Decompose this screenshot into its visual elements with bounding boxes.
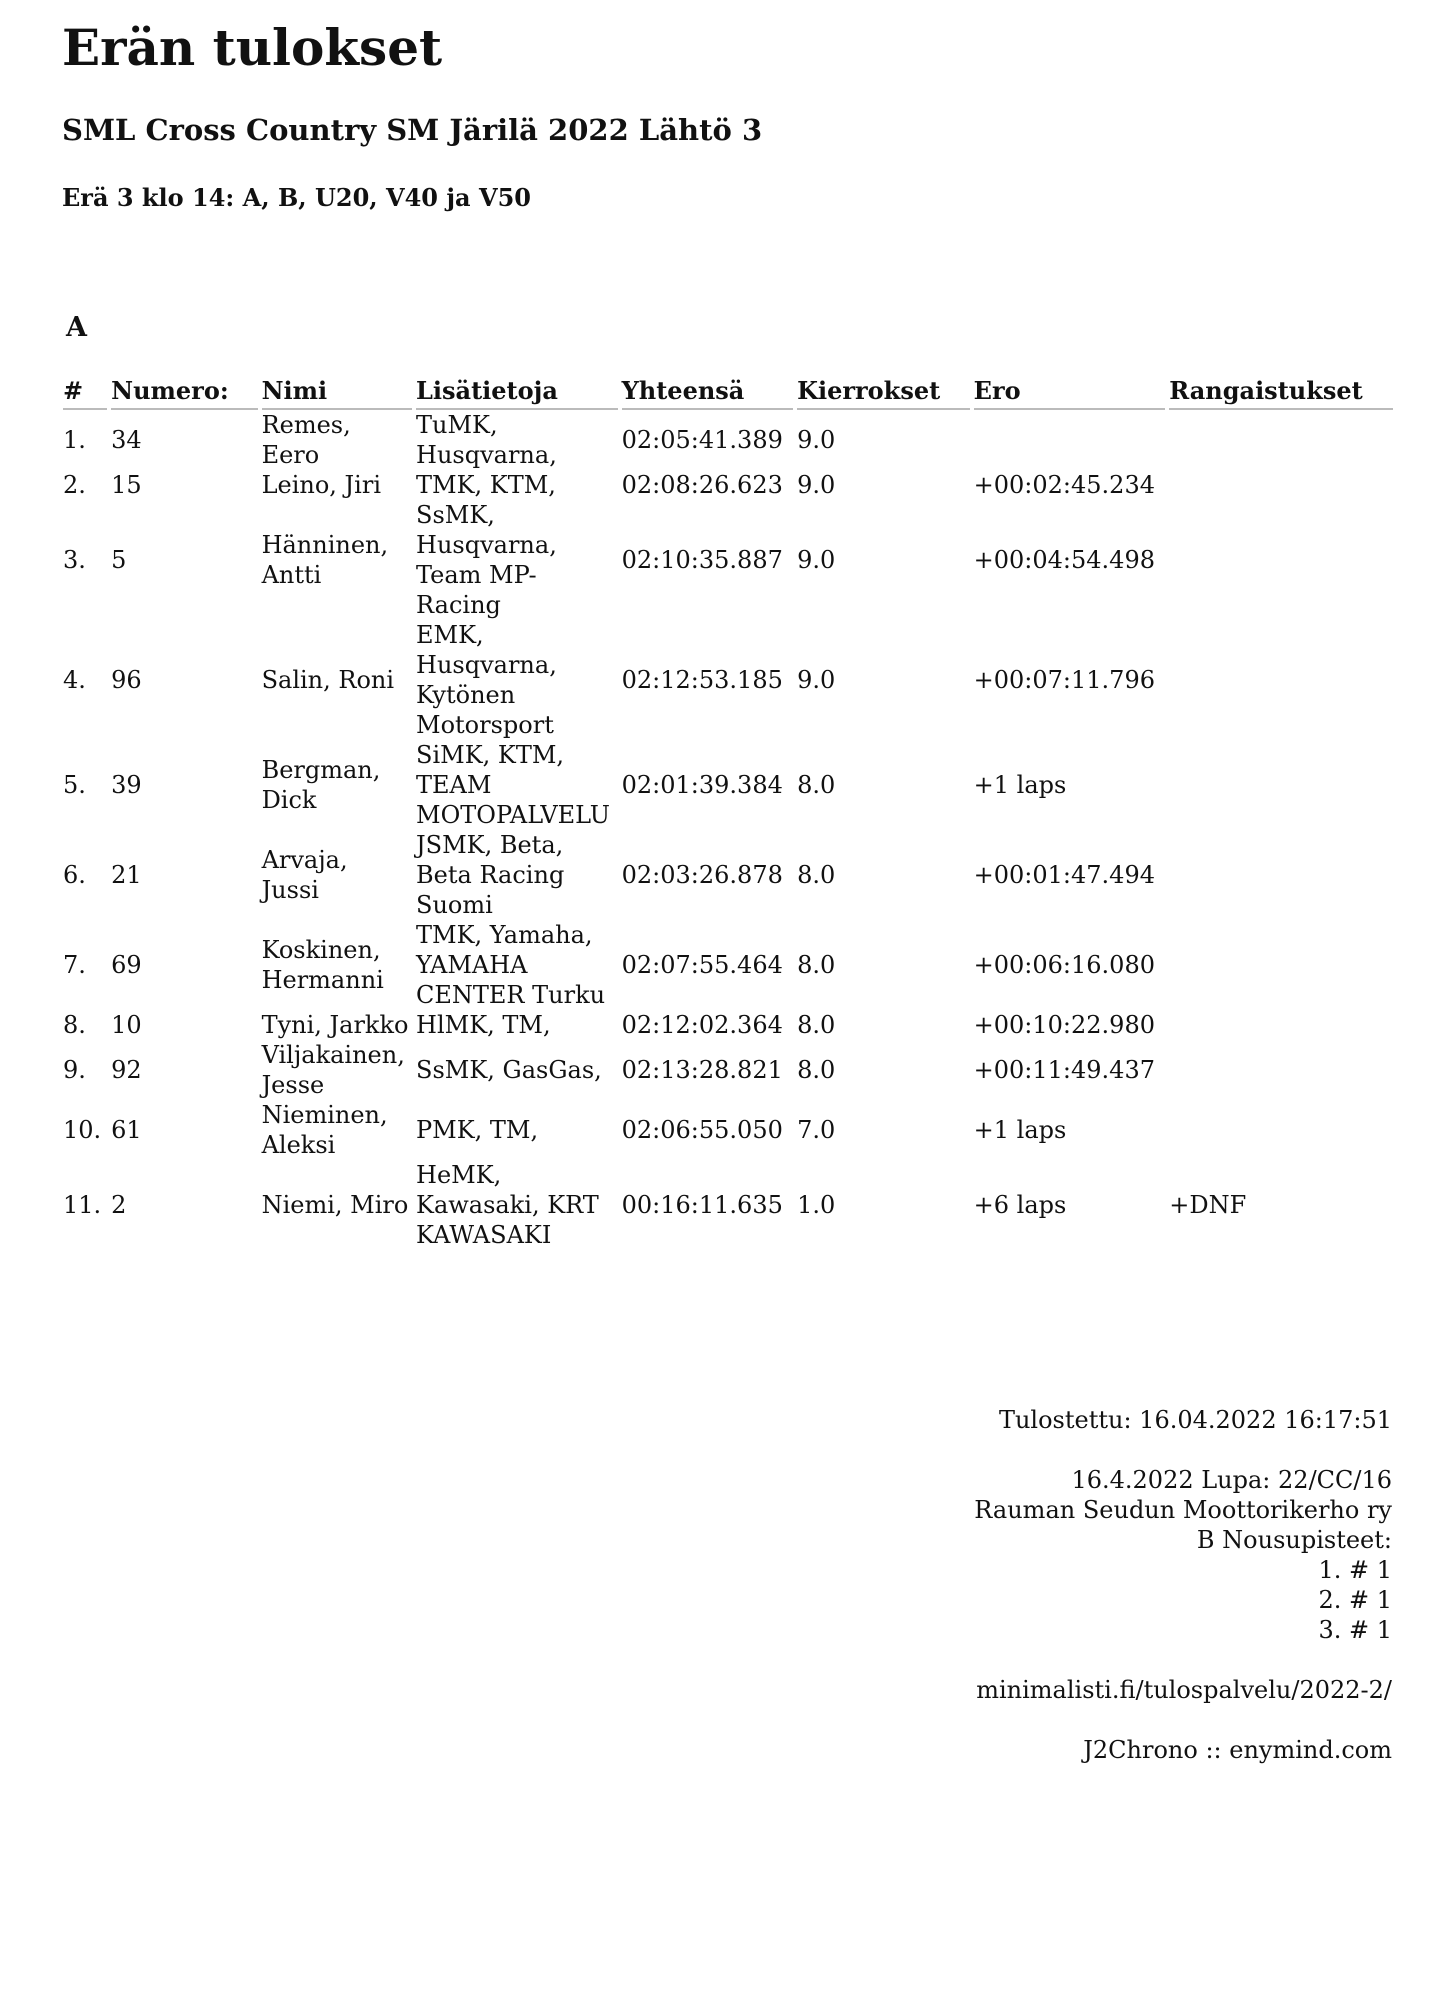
cell-info: PMK, TM, (416, 1116, 539, 1144)
cell-position: 6. (63, 861, 86, 889)
cell-position: 10. (63, 1116, 102, 1144)
cell-diff: +6 laps (973, 1191, 1067, 1219)
table-row (63, 920, 1393, 1010)
table-row (63, 1160, 1393, 1250)
cell-position: 11. (63, 1191, 102, 1219)
col-header-total: Yhteensä (622, 376, 794, 410)
cell-info: SsMK, Husqvarna, Team MP-Racing (416, 501, 557, 619)
cell-total: 00:16:11.635 (621, 1191, 783, 1219)
cell-penalty: +DNF (1169, 1191, 1247, 1219)
cell-position: 9. (63, 1056, 86, 1084)
cell-position: 8. (63, 1011, 86, 1039)
table-row (63, 830, 1393, 920)
cell-diff: +00:06:16.080 (973, 951, 1155, 979)
points-item: 2. # 1 (1318, 1586, 1392, 1614)
cell-laps: 9.0 (797, 546, 836, 574)
col-header-diff: Ero (974, 376, 1166, 410)
col-header-info: Lisätietoja (416, 376, 618, 410)
cell-info: HlMK, TM, (416, 1011, 551, 1039)
cell-number: 10 (111, 1011, 142, 1039)
cell-name: Viljakainen, Jesse (261, 1041, 405, 1099)
cell-position: 1. (63, 426, 86, 454)
cell-laps: 8.0 (797, 771, 836, 799)
cell-name: Hänninen, Antti (261, 531, 389, 589)
cell-info: SsMK, GasGas, (416, 1056, 602, 1084)
col-header-name: Nimi (262, 376, 412, 410)
cell-number: 96 (111, 666, 142, 694)
heat-title: Erä 3 klo 14: A, B, U20, V40 ja V50 (62, 183, 531, 212)
cell-total: 02:06:55.050 (621, 1116, 783, 1144)
cell-number: 21 (111, 861, 142, 889)
table-row (63, 740, 1393, 830)
cell-name: Niemi, Miro (261, 1191, 409, 1219)
cell-info: JSMK, Beta, Beta Racing Suomi (416, 831, 565, 919)
table-row (63, 470, 1393, 500)
class-heading: A (66, 312, 87, 343)
cell-diff: +1 laps (973, 1116, 1067, 1144)
cell-laps: 9.0 (797, 666, 836, 694)
permit-line: 16.4.2022 Lupa: 22/CC/16 (1071, 1466, 1392, 1494)
cell-position: 5. (63, 771, 86, 799)
cell-number: 2 (111, 1191, 127, 1219)
cell-name: Bergman, Dick (261, 756, 381, 814)
cell-laps: 9.0 (797, 426, 836, 454)
cell-penalty (1169, 830, 1393, 920)
printed-timestamp: Tulostettu: 16.04.2022 16:17:51 (998, 1406, 1392, 1434)
cell-penalty (1169, 920, 1393, 1010)
cell-number: 92 (111, 1056, 142, 1084)
cell-name: Koskinen, Hermanni (261, 936, 384, 994)
points-item: 3. # 1 (1318, 1616, 1392, 1644)
cell-position: 4. (63, 666, 86, 694)
points-item: 1. # 1 (1318, 1556, 1392, 1584)
cell-position: 2. (63, 471, 86, 499)
cell-penalty (1169, 1100, 1393, 1160)
cell-penalty (1169, 500, 1393, 620)
cell-total: 02:13:28.821 (621, 1056, 783, 1084)
cell-diff: +1 laps (973, 771, 1067, 799)
cell-number: 39 (111, 771, 142, 799)
cell-info: TuMK, Husqvarna, (416, 411, 557, 469)
cell-total: 02:08:26.623 (621, 471, 783, 499)
results-url[interactable]: minimalisti.fi/tulospalvelu/2022-2/ (976, 1676, 1392, 1704)
cell-number: 61 (111, 1116, 142, 1144)
cell-info: SiMK, KTM, TEAM MOTOPALVELU (416, 741, 611, 829)
cell-diff: +00:10:22.980 (973, 1011, 1155, 1039)
page-title: Erän tulokset (62, 18, 443, 77)
table-row (63, 410, 1393, 470)
cell-number: 69 (111, 951, 142, 979)
col-header-laps: Kierrokset (797, 376, 970, 410)
event-title: SML Cross Country SM Järilä 2022 Lähtö 3 (62, 113, 763, 147)
cell-total: 02:12:02.364 (621, 1011, 783, 1039)
cell-diff: +00:11:49.437 (973, 1056, 1155, 1084)
cell-total: 02:07:55.464 (621, 951, 783, 979)
col-header-penalties: Rangaistukset (1169, 376, 1393, 410)
cell-name: Arvaja, Jussi (261, 846, 348, 904)
cell-name: Nieminen, Aleksi (261, 1101, 388, 1159)
table-row (63, 1100, 1393, 1160)
cell-penalty (1169, 740, 1393, 830)
cell-penalty (1169, 410, 1393, 470)
cell-info: TMK, KTM, (416, 471, 556, 499)
table-row (63, 500, 1393, 620)
cell-position: 7. (63, 951, 86, 979)
cell-name: Salin, Roni (261, 666, 395, 694)
table-row (63, 1010, 1393, 1040)
cell-laps: 1.0 (797, 1191, 836, 1219)
cell-diff: +00:02:45.234 (973, 471, 1155, 499)
cell-number: 34 (111, 426, 142, 454)
col-header-number: Numero: (111, 376, 257, 410)
points-title: B Nousupisteet: (1196, 1526, 1392, 1554)
cell-laps: 8.0 (797, 1056, 836, 1084)
cell-info: TMK, Yamaha, YAMAHA CENTER Turku (416, 921, 606, 1009)
cell-info: EMK, Husqvarna, Kytönen Motorsport (416, 621, 557, 739)
cell-info: HeMK, Kawasaki, KRT KAWASAKI (416, 1161, 599, 1249)
cell-position: 3. (63, 546, 86, 574)
cell-penalty (1169, 1040, 1393, 1100)
cell-diff: +00:04:54.498 (973, 546, 1155, 574)
credit-line[interactable]: J2Chrono :: enymind.com (1083, 1736, 1392, 1764)
cell-name: Remes, Eero (261, 411, 351, 469)
cell-total: 02:12:53.185 (621, 666, 783, 694)
cell-number: 5 (111, 546, 127, 574)
cell-total: 02:03:26.878 (621, 861, 783, 889)
results-body (63, 410, 1393, 1250)
cell-diff: +00:07:11.796 (973, 666, 1155, 694)
cell-penalty (1169, 620, 1393, 740)
cell-laps: 7.0 (797, 1116, 836, 1144)
col-header-position: # (63, 376, 107, 410)
cell-diff (974, 410, 1166, 470)
results-table (59, 376, 1397, 1250)
cell-total: 02:10:35.887 (621, 546, 783, 574)
cell-laps: 8.0 (797, 951, 836, 979)
table-row (63, 620, 1393, 740)
cell-laps: 8.0 (797, 1011, 836, 1039)
cell-number: 15 (111, 471, 142, 499)
cell-penalty (1169, 470, 1393, 500)
cell-diff: +00:01:47.494 (973, 861, 1155, 889)
table-header-row (63, 376, 1393, 410)
organizer-line: Rauman Seudun Moottorikerho ry (974, 1496, 1392, 1524)
cell-total: 02:01:39.384 (621, 771, 783, 799)
cell-laps: 8.0 (797, 861, 836, 889)
cell-total: 02:05:41.389 (621, 426, 783, 454)
cell-penalty (1169, 1010, 1393, 1040)
cell-laps: 9.0 (797, 471, 836, 499)
cell-name: Leino, Jiri (261, 471, 381, 499)
cell-name: Tyni, Jarkko (261, 1011, 409, 1039)
table-row (63, 1040, 1393, 1100)
